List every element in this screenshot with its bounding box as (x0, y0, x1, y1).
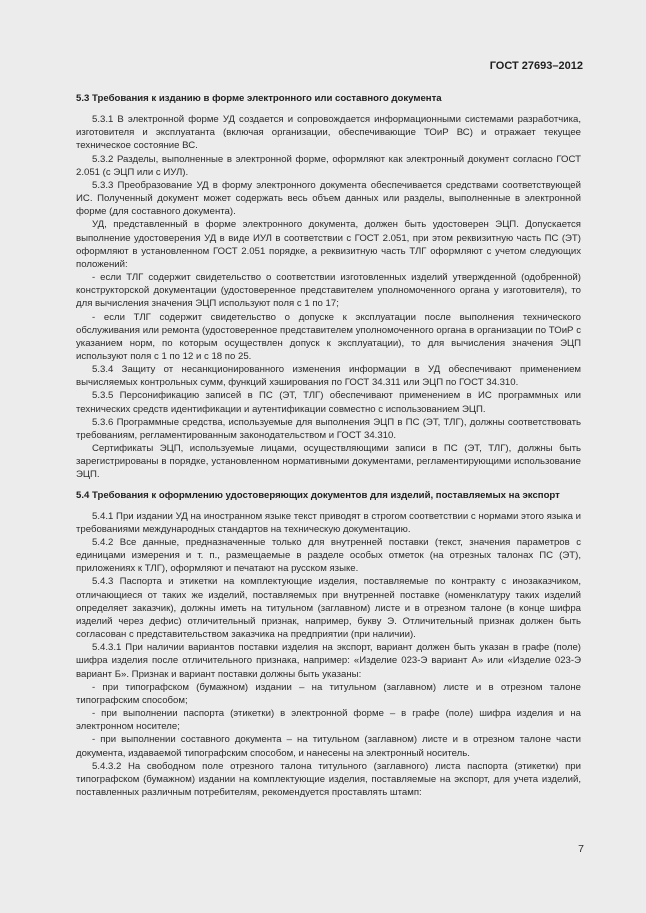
paragraph-5-4-3-1: 5.4.3.1 При наличии вариантов поставки изделия на экспорт, вариант должен быть указан в графе (поле) шифра изделия после отличительного признака, например: «Изделие 023-Э вариант А» или «Изделие 023-Э вариант Б». Признак и вариант поставки должны быть указаны: (76, 642, 581, 680)
list-item-tlg-conformity: - если ТЛГ содержит свидетельство о соответствии изготовленных изделий утвержденной (одобренной) конструкторской документации (удостоверенное представителем уполномоченного органа у изготовителя), то для вычисления значения ЭЦП используют поля с 1 по 17; (76, 272, 581, 310)
paragraph-5-3-4: 5.3.4 Защиту от несанкционированного изменения информации в УД обеспечивают применением вычисляемых контрольных сумм, функций хэширования по ГОСТ 34.311 или ЭЦП по ГОСТ 34.310. (76, 364, 581, 389)
paragraph-5-3-2: 5.3.2 Разделы, выполненные в электронной форме, оформляют как электронный документ согласно ГОСТ 2.051 (с ЭЦП или с ИУЛ). (76, 153, 581, 178)
list-item-print-edition: - при типографском (бумажном) издании – на титульном (заглавном) листе и в отрезном талоне типографским способом; (76, 681, 581, 706)
paragraph-5-4-1: 5.4.1 При издании УД на иностранном языке текст приводят в строгом соответствии с нормами этого языка и требованиями международных стандартов на техническую документацию. (76, 510, 581, 535)
list-item-composite-document: - при выполнении составного документа – на титульном (заглавном) листе и в отрезном талоне части документа, издаваемой типографским способом, и нанесены на электронный носитель. (76, 734, 581, 759)
section-5-3-body (76, 113, 581, 481)
section-5-4-title: 5.4 Требования к оформлению удостоверяющих документов для изделий, поставляемых на экспорт (76, 489, 560, 501)
paragraph-5-3-3: 5.3.3 Преобразование УД в форму электронного документа обеспечивается средствами соответствующей ИС. Полученный документ может содержать весь объем данных или разделы, выполненные в электронной форме (для составного документа). (76, 179, 581, 218)
page-number: 7 (578, 843, 584, 855)
page-body (76, 92, 581, 799)
paragraph-5-4-3: 5.4.3 Паспорта и этикетки на комплектующие изделия, поставляемые по контракту с инозаказчиком, отличающиеся от таких же изделий, поставляемых при внутренней поставке (номенклатуру таких изделий определяет заказчик), должны иметь на титульном (заглавном) листе и в отрезном талоне (в конце шифра изделий через дефис) отличительный признак, например, букву Э. Отличительный признак должен быть согласован с представительством заказчика на предприятии (при наличии). (76, 576, 581, 641)
list-item-electronic-form: - при выполнении паспорта (этикетки) в электронной форме – в графе (поле) шифра изделия и на электронном носителе; (76, 708, 581, 733)
list-item-tlg-admission: - если ТЛГ содержит свидетельство о допуске к эксплуатации после выполнения технического обслуживания или ремонта (удостоверенное представителем уполномоченного органа в организации по ТОиР с указанием норм, по которым осуществлен допуск к эксплуатации), то для вычисления значения ЭЦП используют поля с 1 по 12 и с 18 по 25. (76, 311, 581, 362)
paragraph-certificates: Сертификаты ЭЦП, используемые лицами, осуществляющими записи в ПС (ЭТ, ТЛГ), должны быть зарегистрированы в порядке, установленном нормативными документами, регламентирующими использование ЭЦП. (76, 443, 581, 481)
document-id: ГОСТ 27693–2012 (489, 60, 583, 72)
paragraph-ud-signature: УД, представленный в форме электронного документа, должен быть удостоверен ЭЦП. Допускается выполнение удостоверения УД в виде ИУЛ в соответствии с ГОСТ 2.051, при этом реквизитную часть ПС (ЭТ) оформляют в установленном ГОСТ 2.051 порядке, а реквизитную часть ТЛГ оформляют с учетом следующих положений: (76, 219, 581, 270)
paragraph-5-3-1: 5.3.1 В электронной форме УД создается и сопровождается информационными системами разработчика, изготовителя и эксплуатанта (включая организации, обеспечивающие ТОиР ВС) и отражает текущее техническое состояние ВС. (76, 114, 581, 152)
paragraph-5-3-6: 5.3.6 Программные средства, используемые для выполнения ЭЦП в ПС (ЭТ, ТЛГ), должны соответствовать требованиям, регламентированным законодательством и ГОСТ 34.310. (76, 416, 581, 441)
paragraph-5-4-3-2: 5.4.3.2 На свободном поле отрезного талона титульного (заглавного) листа паспорта (этикетки) при типографском (бумажном) издании на комплектующие изделия, поставляемые на экспорт, для учета изделий, поставленных различным потребителям, рекомендуется проставлять штамп: (76, 760, 581, 798)
section-5-4-body (76, 510, 581, 799)
section-5-3-title: 5.3 Требования к изданию в форме электронного или составного документа (76, 93, 442, 104)
paragraph-5-3-5: 5.3.5 Персонификацию записей в ПС (ЭТ, ТЛГ) обеспечивают применением в ИС программных или технических средств идентификации и аутентификации совместно с использованием ЭЦП. (76, 390, 581, 415)
paragraph-5-4-2: 5.4.2 Все данные, предназначенные только для внутренней поставки (текст, значения параметров с единицами измерения и т. п., размещаемые в разделе особых отметок (на отрезных талонах ПС (ЭТ), приложениях к ТЛГ), оформляют и печатают на русском языке. (76, 537, 581, 575)
